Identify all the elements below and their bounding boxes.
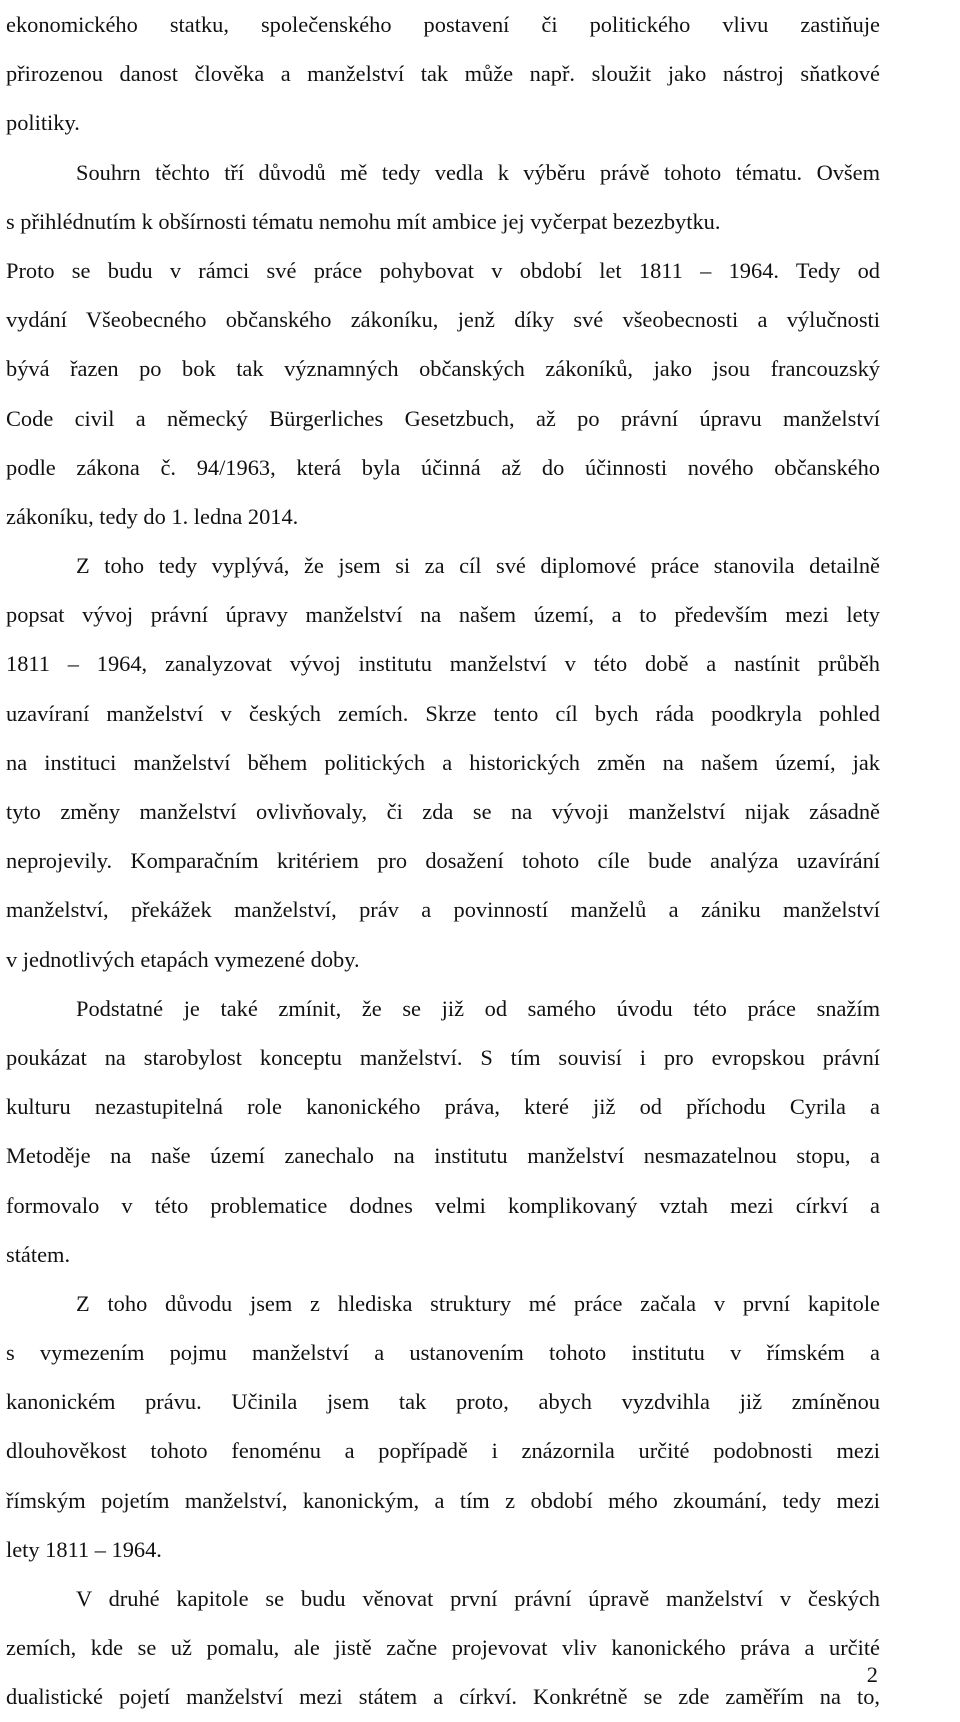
text-line: manželství, překážek manželství, práv a povinností manželů a zániku manželství <box>6 897 880 923</box>
text-line: Proto se budu v rámci své práce pohybovat v období let 1811 – 1964. Tedy od <box>6 257 880 283</box>
text-line: kanonickém právu. Učinila jsem tak proto, abych vyzdvihla již zmíněnou <box>6 1389 880 1415</box>
text-line: uzavíraní manželství v českých zemích. Skrze tento cíl bych ráda poodkryla pohled <box>6 700 880 726</box>
text-line: Z toho důvodu jsem z hlediska struktury mé práce začala v první kapitole <box>76 1290 880 1316</box>
text-line: zemích, kde se už pomalu, ale jistě začne projevovat vliv kanonického práva a určité <box>6 1635 880 1661</box>
text-line: popsat vývoj právní úpravy manželství na našem území, a to především mezi lety <box>6 602 880 628</box>
text-line: tyto změny manželství ovlivňovaly, či zda se na vývoji manželství nijak zásadně <box>6 799 880 824</box>
text-line: Podstatné je také zmínit, že se již od samého úvodu této práce snažím <box>76 995 880 1021</box>
text-line: zákoníku, tedy do 1. ledna 2014. <box>6 503 299 529</box>
page-number: 2 <box>866 1662 878 1687</box>
body-text <box>6 0 880 1722</box>
text-line: s vymezením pojmu manželství a ustanovením tohoto institutu v římském a <box>6 1340 880 1366</box>
text-line: přirozenou danost člověka a manželství tak může např. sloužit jako nástroj sňatkové <box>6 61 880 87</box>
text-line: státem. <box>6 1241 71 1267</box>
text-line: Metoděje na naše území zanechalo na institutu manželství nesmazatelnou stopu, a <box>6 1143 880 1169</box>
text-line: v jednotlivých etapách vymezené doby. <box>6 946 360 972</box>
text-line: Souhrn těchto tří důvodů mě tedy vedla k výběru právě tohoto tématu. Ovšem <box>76 159 880 185</box>
text-line: bývá řazen po bok tak významných občanských zákoníků, jako jsou francouzský <box>6 356 880 382</box>
text-line: poukázat na starobylost konceptu manželství. S tím souvisí i pro evropskou právní <box>6 1044 880 1070</box>
text-line: dlouhověkost tohoto fenoménu a popřípadě i znázornila určité podobnosti mezi <box>6 1438 880 1464</box>
text-line: neprojevily. Komparačním kritériem pro dosažení tohoto cíle bude analýza uzavírání <box>6 848 880 874</box>
text-line: na instituci manželství během politických a historických změn na našem území, jak <box>6 749 880 775</box>
text-line: Code civil a německý Bürgerliches Gesetzbuch, až po právní úpravu manželství <box>6 405 880 431</box>
text-line: politiky. <box>6 110 80 136</box>
text-line: s přihlédnutím k obšírnosti tématu nemohu mít ambice jej vyčerpat bezezbytku. <box>6 208 721 234</box>
text-line: V druhé kapitole se budu věnovat první právní úpravě manželství v českých <box>76 1586 880 1611</box>
text-line: kulturu nezastupitelná role kanonického práva, které již od příchodu Cyrila a <box>6 1094 880 1120</box>
text-line: 1811 – 1964, zanalyzovat vývoj institutu manželství v této době a nastínit průběh <box>6 651 880 677</box>
text-line: formovalo v této problematice dodnes velmi komplikovaný vztah mezi církví a <box>6 1192 880 1218</box>
text-line: Z toho tedy vyplývá, že jsem si za cíl své diplomové práce stanovila detailně <box>76 553 880 579</box>
text-line: ekonomického statku, společenského postavení či politického vlivu zastiňuje <box>6 12 880 37</box>
text-line: vydání Všeobecného občanského zákoníku, jenž díky své všeobecnosti a výlučnosti <box>6 307 880 333</box>
text-line: podle zákona č. 94/1963, která byla účinná až do účinnosti nového občanského <box>6 454 880 480</box>
text-line: lety 1811 – 1964. <box>6 1536 162 1562</box>
text-line: římským pojetím manželství, kanonickým, a tím z období mého zkoumání, tedy mezi <box>6 1487 880 1513</box>
text-line: dualistické pojetí manželství mezi státem a církví. Konkrétně se zde zaměřím na to, <box>6 1684 880 1710</box>
